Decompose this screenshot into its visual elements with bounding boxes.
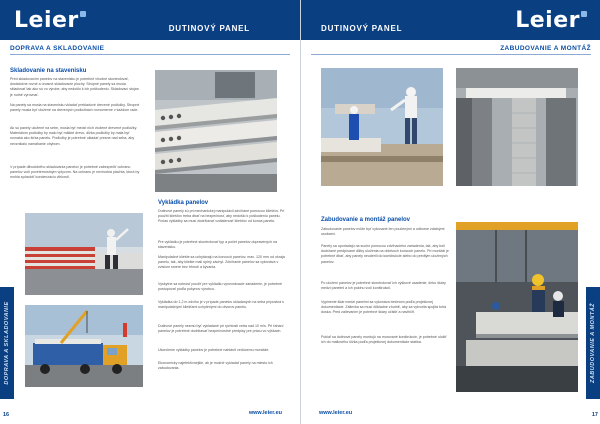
crane-truck-photo	[25, 305, 143, 387]
brand-logo: Leier	[14, 8, 86, 33]
unloading-paragraph-3: Manipulačné kliešte sa uchytávajú na koncoch panelov, max. 120 mm od okraja panelu, tak, aby kliešte mali úplný záchyt. Zdvíhanie panelov sa vykonáva v zvislom smere bez trhnutí a kývania.	[158, 255, 285, 270]
side-tab-label: ZABUDOVANIE A MONTÁŽ	[590, 302, 596, 384]
website-link[interactable]: www.leier.eu	[319, 410, 353, 416]
unloading-worker-photo	[25, 213, 143, 295]
storage-paragraph-4: V prípade dlhodobého skladovania panelov je potrebné zabezpečiť ochranu panelov voči poveternostným vplyvom. Na ochranu je nevhodná plachta, ktorá by mohla spôsobiť kondenzáciu vlhkosti.	[10, 165, 140, 180]
unloading-paragraph-4: Vyskytne sa nutnosť použiť pre vykládku vyrovnávacie zariadenie, je potrebné postupovať podľa pokynov výrobcu.	[158, 282, 283, 292]
side-tab	[0, 287, 14, 399]
unloading-paragraph-5: Vykládka do 1,2 m zdvihu je v prípade panelov ukladaných na seba prípustná s manipulačnými kliešťami uchytenými do otvorov panelu.	[158, 300, 284, 310]
installation-paragraph-3: Po uložení panelov je potrebné skontrolovať ich výškové osadenie, šírku škáry medzi panelmi a ich polohu voči konštrukcii.	[321, 281, 446, 291]
panel-placement-photo	[321, 68, 443, 186]
stacked-panels-photo	[155, 70, 277, 192]
section-title: DOPRAVA A SKLADOVANIE	[10, 45, 105, 52]
unloading-paragraph-7: Ukončenie vykládky panelov je potrebné nahlásiť vedúcemu montáže.	[158, 348, 270, 352]
unloading-paragraph-2: Pre vykládku je potrebné skontrolovať typ a počet panelov dopravených na stavenisko.	[158, 240, 278, 250]
header-bar	[0, 0, 300, 40]
website-link[interactable]: www.leier.eu	[248, 410, 282, 416]
side-tab	[586, 287, 600, 399]
crane-installation-photo	[456, 222, 578, 392]
installation-heading: Zabudovanie a montáž panelov	[321, 217, 411, 223]
storage-paragraph-1: Pred skladovaním panelov na stavenisku je potrebné vhodné skontrolovať, dostatočne rovné a únosné skladovacie plochy. Stropné panely sa musia skladovať tak ako sú vo výrobe, aby nedošlo k ich poškodeniu. Skladovací stojan je nutné vyrovnať.	[10, 77, 139, 97]
right-page	[300, 0, 600, 424]
document-title: DUTINOVÝ PANEL	[168, 24, 250, 33]
storage-heading: Skladovanie na stavenisku	[10, 68, 87, 74]
installation-paragraph-5: Pokiaľ sa dutinové panely montujú na murované konštrukcie, je potrebné uložiť ich do maltového lôžka podľa projektovej dokumentácie statika.	[321, 335, 447, 345]
installation-paragraph-2: Panely sa uporiadajú na sucho pomocou zdvíhacieho zariadenia, tak, aby boli dodržané predpísané dĺžky uloženia na obidvoch koncoch panelu. Pri montáži je potrebné dbať, aby panely neuderili do konštrukcie alebo do predtým uložených panelov.	[321, 244, 449, 264]
document-title: DUTINOVÝ PANEL	[321, 24, 403, 33]
page-number: 16	[3, 412, 10, 418]
unloading-heading: Vykládka panelov	[158, 200, 209, 206]
section-title: ZABUDOVANIE A MONTÁŽ	[500, 45, 591, 52]
installation-paragraph-1: Zabudovanie panelov môže byť vykonané len poučenými a odborne zdatnými osobami.	[321, 227, 445, 237]
unloading-paragraph-6: Dutinové panely nesmú byť vykladané pri rýchlosti vetra nad 10 m/s. Pri ťahaní panelov je potrebné dodržiavať bezpečnostné predpisy pre prácu vo výškach.	[158, 324, 284, 334]
footer	[301, 406, 600, 424]
footer	[0, 406, 300, 424]
unloading-paragraph-1: Dutinové panely sú pri mechanickej manipulácii zdvíhané pomocou kliešťov. Pri použití kliešťov treba dbať na bezpečnosť, aby nedošlo k poškodeniu panelu. Počas vykládky sa musí dodržiavať vzdialenosť kliešťov od konca panelu.	[158, 209, 285, 224]
brand-logo: Leier	[515, 8, 587, 33]
storage-paragraph-2: Na panely sa musia na stavenisku vkladať prekladové drevené podložky. Stropné panely musia byť uložené na drevených podložkách rovnomerne v každom rade.	[10, 103, 140, 113]
concrete-wall-photo	[456, 68, 578, 186]
installation-paragraph-4: Vyplnenie škár medzi panelmi sa vykonáva betónom podľa projektovej dokumentácie. Zálievka sa musí dôkladne zhutniť, aby sa vytvorila spojitá tuhá doska. Pred zalievaním je potrebné škáry očistiť a navlhčiť.	[321, 300, 446, 315]
side-tab-label: DOPRAVA A SKLADOVANIE	[4, 301, 10, 385]
header-bar	[301, 0, 600, 40]
page-number: 17	[591, 412, 598, 418]
section-header	[10, 43, 290, 55]
section-header	[311, 43, 591, 55]
unloading-paragraph-8: Ekonomicky najefektívnejšie, ak je možné vykladať panely na miesto ich zabudovania.	[158, 361, 273, 371]
storage-paragraph-3: Ak sú panely uložené na sebe, musia byť medzi nich vložené drevené podložky. Materiálom podložky by malo byť mäkké drevo, dĺžka podložky by mala byť rovnaká ako šírka panelu. Podložky je potrebné ukladať presne nad seba, aby nevznikalo namáhanie ohybom.	[10, 126, 138, 146]
